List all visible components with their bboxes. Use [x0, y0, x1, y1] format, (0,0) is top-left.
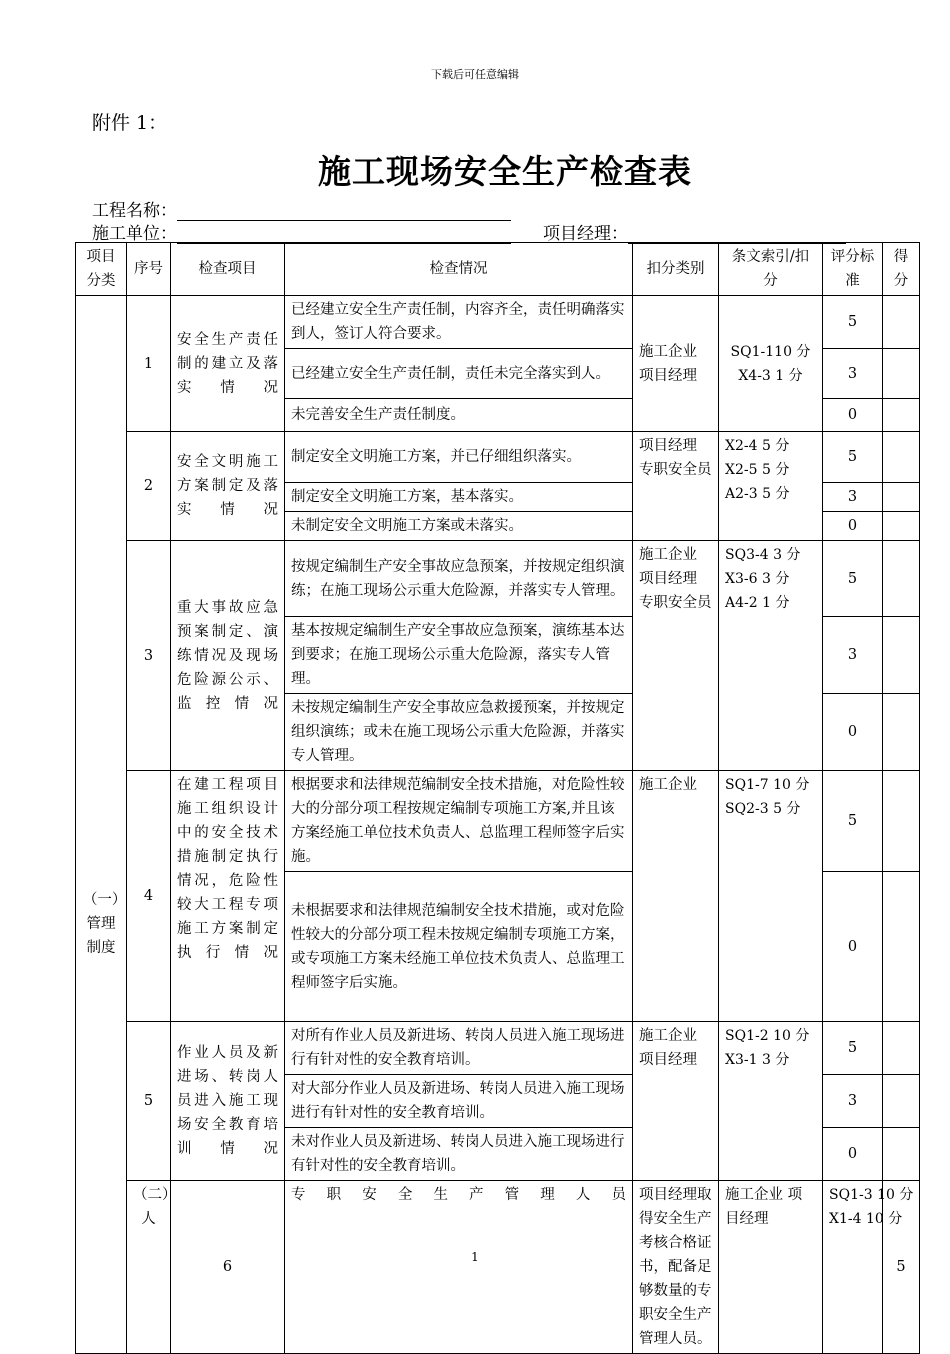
check-condition: 未对作业人员及新进场、转岗人员进入施工现场进行有针对性的安全教育培训。 [285, 1128, 633, 1181]
table-row [76, 1022, 920, 1075]
check-condition: 未完善安全生产责任制度。 [285, 399, 633, 432]
check-item: 安全文明施工方案制定及落实情况 [171, 432, 285, 541]
check-condition: 对大部分作业人员及新进场、转岗人员进入施工现场进行有针对性的安全教育培训。 [285, 1075, 633, 1128]
score-standard: 3 [823, 1075, 883, 1128]
clause-line: SQ1-110 分 [730, 344, 811, 360]
score-cell[interactable] [883, 617, 920, 694]
clause-line: X4-3 1 分 [738, 368, 803, 384]
score-cell[interactable] [883, 694, 920, 771]
score-cell[interactable] [883, 349, 920, 399]
header-deduct-type: 扣分类别 [633, 243, 719, 296]
deduct-type: 施工企业 [633, 771, 719, 1022]
check-condition: 已经建立安全生产责任制，责任未完全落实到人。 [285, 349, 633, 399]
check-item: 作业人员及新进场、转岗人员进入施工现场安全教育培训情况 [171, 1022, 285, 1181]
deduct-type: 项目经理 专职安全员 [633, 432, 719, 541]
table-row [76, 771, 920, 872]
clause-line: SQ2-3 5 分 [725, 801, 801, 817]
check-condition: 根据要求和法律规范编制安全技术措施，对危险性较大的分部分项工程按规定编制专项施工方案,并且该方案经施工单位技术负责人、总监理工程师签字后实施。 [285, 771, 633, 872]
check-condition: 制定安全文明施工方案，基本落实。 [285, 483, 633, 512]
project-name-row [92, 196, 511, 221]
score-standard: 0 [823, 512, 883, 541]
check-item: 重大事故应急预案制定、演练情况及现场危险源公示、监控情况 [171, 541, 285, 771]
row-number: 1 [127, 296, 171, 432]
score-cell[interactable] [883, 771, 920, 872]
score-standard: 5 [823, 1022, 883, 1075]
clause-index [719, 771, 823, 1022]
category-cell: （一）管理制度 [76, 296, 127, 1354]
score-standard: 0 [823, 694, 883, 771]
project-name-label: 工程名称： [92, 201, 177, 221]
check-item: 在建工程项目施工组织设计中的安全技术措施制定执行情况，危险性较大工程专项施工方案制定执行情况 [171, 771, 285, 1022]
header-standard: 评分标准 [823, 243, 883, 296]
clause-line: A4-2 1 分 [725, 595, 790, 611]
clause-line: A2-3 5 分 [725, 486, 790, 502]
score-cell[interactable] [883, 483, 920, 512]
clause-line: SQ1-3 10 分 [829, 1187, 914, 1203]
score-cell[interactable] [883, 1022, 920, 1075]
check-condition: 未根据要求和法律规范编制安全技术措施，或对危险性较大的分部分项工程未按规定编制专项施工方案，或专项施工方案未经施工单位技术负责人、总监理工程师签字后实施。 [285, 872, 633, 1022]
clause-line: SQ3-4 3 分 [725, 547, 801, 563]
page-number: 1 [471, 1250, 479, 1264]
header-category: 项目分类 [76, 243, 127, 296]
table-header-row [76, 243, 920, 296]
deduct-type: 施工企业 项目经理 专职安全员 [633, 541, 719, 771]
score-cell[interactable] [883, 1128, 920, 1181]
manager-label: 项目经理： [543, 224, 628, 244]
deduct-type: 施工企业 项目经理 [633, 1022, 719, 1181]
score-cell[interactable] [883, 1075, 920, 1128]
clause-line: SQ1-7 10 分 [725, 777, 810, 793]
clause-index [719, 432, 823, 541]
clause-line: X1-4 10 分 [829, 1211, 903, 1227]
check-condition: 按规定编制生产安全事故应急预案，并按规定组织演练；在施工现场公示重大危险源，并落实专人管理。 [285, 541, 633, 617]
deduct-type: 施工企业 项目经理 [633, 296, 719, 432]
clause-index [719, 541, 823, 771]
header-clause: 条文索引/扣分 [719, 243, 823, 296]
score-standard: 0 [823, 1128, 883, 1181]
unit-row [92, 219, 511, 244]
check-item: 安全生产责任制的建立及落实情况 [171, 296, 285, 432]
clause-line: X3-6 3 分 [725, 571, 790, 587]
check-condition: 未按规定编制生产安全事故应急救援预案，并按规定组织演练；或未在施工现场公示重大危险源，并落实专人管理。 [285, 694, 633, 771]
clause-index [719, 1022, 823, 1181]
table-row [76, 1181, 920, 1354]
score-standard: 5 [823, 541, 883, 617]
row-number: 2 [127, 432, 171, 541]
check-condition: 已经建立安全生产责任制，内容齐全，责任明确落实到人，签订人符合要求。 [285, 296, 633, 349]
row-number: 3 [127, 541, 171, 771]
score-standard: 3 [823, 483, 883, 512]
score-standard: 0 [823, 399, 883, 432]
score-standard: 3 [823, 349, 883, 399]
header-check: 检查情况 [285, 243, 633, 296]
row-number: 6 [171, 1181, 285, 1354]
table-row [76, 541, 920, 617]
check-condition: 未制定安全文明施工方案或未落实。 [285, 512, 633, 541]
score-standard: 5 [823, 432, 883, 483]
score-cell[interactable] [883, 512, 920, 541]
header-score: 得分 [883, 243, 920, 296]
clause-line: X2-4 5 分 [725, 438, 790, 454]
row-number: 4 [127, 771, 171, 1022]
check-condition: 基本按规定编制生产安全事故应急预案，演练基本达到要求；在施工现场公示重大危险源，落实专人管理。 [285, 617, 633, 694]
clause-line: SQ1-2 10 分 [725, 1028, 810, 1044]
score-cell[interactable] [883, 541, 920, 617]
score-standard: 0 [823, 872, 883, 1022]
attachment-label: 附件 1： [92, 112, 168, 134]
score-cell[interactable] [883, 872, 920, 1022]
check-item: 专职安全生产管理人员 [285, 1181, 633, 1354]
header-item: 检查项目 [171, 243, 285, 296]
score-standard: 3 [823, 617, 883, 694]
score-standard: 5 [823, 771, 883, 872]
manager-row [543, 219, 846, 244]
clause-index [823, 1181, 914, 1354]
document-title: 施工现场安全生产检查表 [318, 152, 692, 191]
row-number: 5 [127, 1022, 171, 1181]
score-standard: 5 [883, 1181, 920, 1354]
header-note: 下载后可任意编辑 [431, 68, 519, 81]
inspection-table [75, 242, 920, 1354]
deduct-type: 施工企业 项目经理 [719, 1181, 823, 1354]
clause-line: X3-1 3 分 [725, 1052, 790, 1068]
score-cell[interactable] [883, 432, 920, 483]
clause-index [719, 296, 823, 432]
score-cell[interactable] [883, 296, 920, 349]
score-standard: 5 [823, 296, 883, 349]
category-cell: （二）人 [127, 1181, 171, 1354]
table-row [76, 432, 920, 483]
check-condition: 制定安全文明施工方案，并已仔细组织落实。 [285, 432, 633, 483]
header-no: 序号 [127, 243, 171, 296]
score-cell[interactable] [883, 399, 920, 432]
check-condition: 项目经理取得安全生产考核合格证书，配备足够数量的专职安全生产管理人员。 [633, 1181, 719, 1354]
clause-line: X2-5 5 分 [725, 462, 790, 478]
unit-label: 施工单位： [92, 224, 177, 244]
table-row [76, 296, 920, 349]
check-condition: 对所有作业人员及新进场、转岗人员进入施工现场进行有针对性的安全教育培训。 [285, 1022, 633, 1075]
